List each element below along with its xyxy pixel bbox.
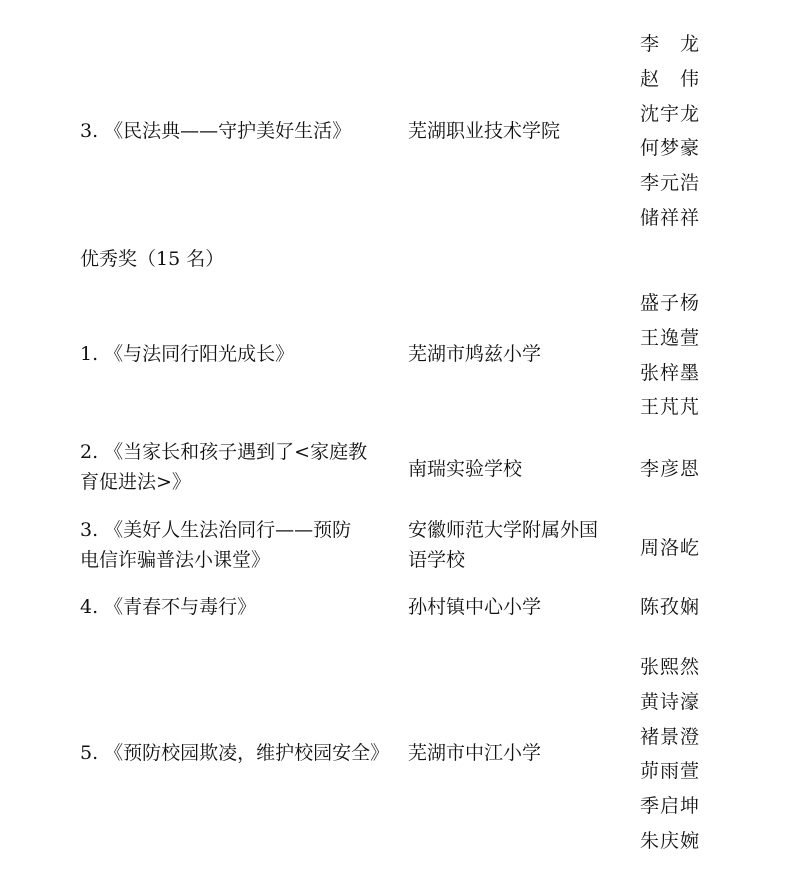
student-name: 张梓墨: [640, 361, 701, 384]
student-name: 季启坤: [640, 795, 701, 818]
student-name: 赵 伟: [640, 67, 701, 90]
section-heading: 优秀奖（15 名）: [80, 248, 225, 270]
entry-title-line: 育促进法>》: [80, 471, 191, 493]
entry-title: 4. 《青春不与毒行》: [80, 596, 257, 618]
student-name: 王逸萱: [640, 326, 701, 349]
entry-school-line: 语学校: [408, 549, 466, 571]
entry-title: 1. 《与法同行阳光成长》: [80, 343, 295, 365]
student-name: 李元浩: [640, 172, 701, 195]
student-name: 张熙然: [640, 656, 701, 678]
student-name: 朱庆婉: [640, 829, 701, 852]
entry-names: [640, 590, 720, 625]
entry-school-line: 安徽师范大学附属外国: [408, 519, 599, 541]
student-name: 储祥祥: [640, 206, 701, 229]
student-name: 李彦恩: [640, 458, 701, 480]
student-name: 沈宇龙: [640, 102, 701, 125]
entry-names: [640, 531, 720, 566]
entry-school: 芜湖市鸠兹小学: [408, 343, 542, 365]
student-name: 周洛屹: [640, 537, 701, 559]
student-name: 陈孜娴: [640, 596, 701, 618]
entry-title-line: 电信诈骗普法小课堂》: [80, 549, 271, 571]
student-name: 褚景澄: [640, 725, 701, 748]
student-name: 茆雨萱: [640, 760, 701, 783]
entry-names: [640, 452, 720, 487]
entry-title: [80, 515, 400, 575]
entry-title-line: 3. 《美好人生法治同行——预防: [80, 519, 352, 541]
entry-title: 3. 《民法典——守护美好生活》: [80, 120, 352, 142]
entry-names: [640, 27, 720, 236]
student-name: 王芃芃: [640, 396, 701, 419]
entry-school: 芜湖职业技术学院: [408, 120, 561, 142]
entry-title: [80, 437, 400, 497]
entry-school: 孙村镇中心小学: [408, 596, 542, 618]
entry-school: [408, 515, 633, 575]
entry-school: 芜湖市中江小学: [408, 742, 542, 764]
student-name: 何梦豪: [640, 137, 701, 160]
entry-title: 5. 《预防校园欺凌，维护校园安全》: [80, 742, 390, 764]
student-name: 黄诗濠: [640, 690, 701, 713]
entry-school: 南瑞实验学校: [408, 458, 523, 480]
entry-names: [640, 286, 720, 425]
student-name: 李 龙: [640, 33, 701, 55]
entry-names: [640, 650, 720, 859]
student-name: 盛子杨: [640, 292, 701, 314]
entry-title-line: 2. 《当家长和孩子遇到了<家庭教: [80, 441, 368, 463]
